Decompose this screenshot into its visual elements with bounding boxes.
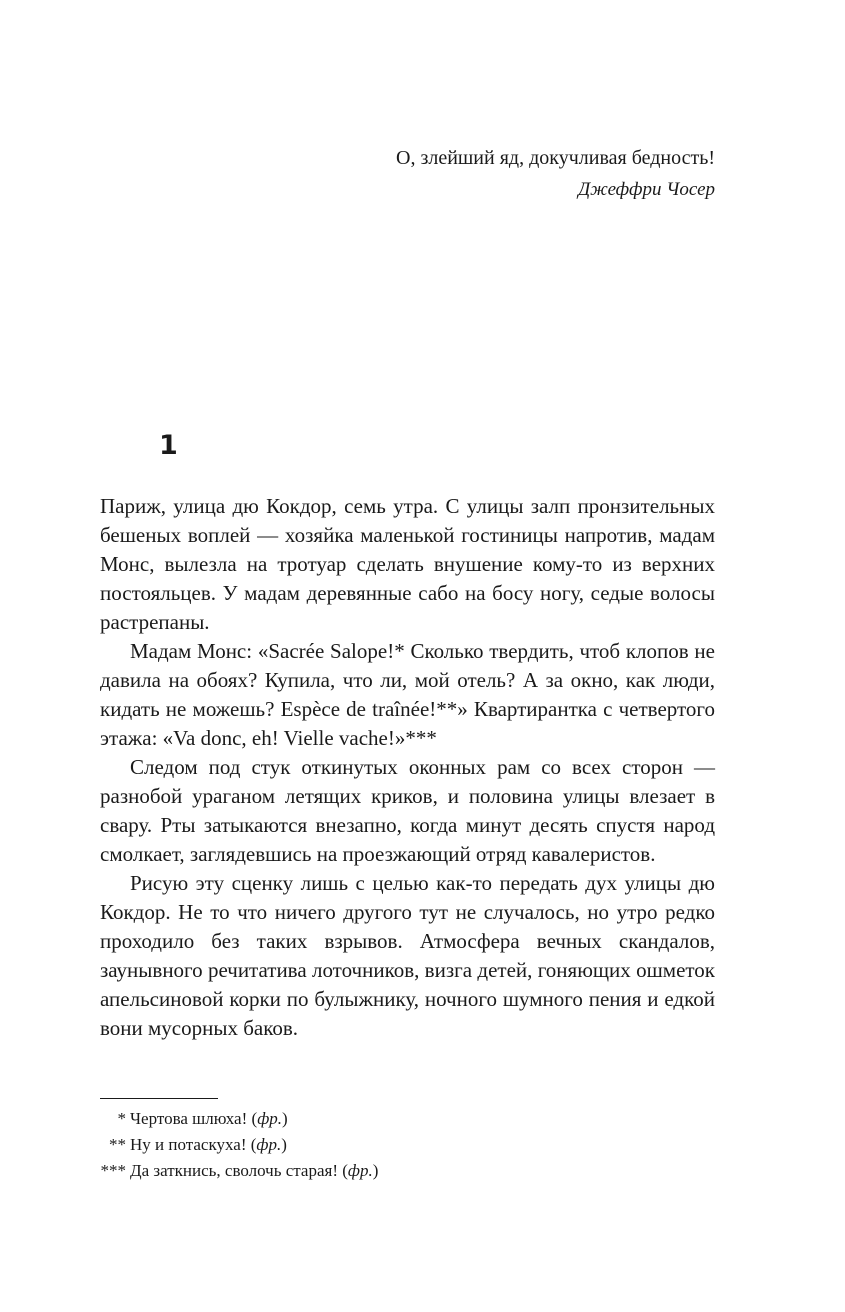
epigraph-quote: О, злейший яд, докучливая бедность! — [396, 147, 715, 169]
footnote-3 — [100, 1158, 378, 1184]
footnote-close: ) — [281, 1135, 287, 1154]
footnote-1 — [100, 1106, 378, 1132]
footnote-close: ) — [372, 1161, 379, 1180]
paragraph-1: Париж, улица дю Кокдор, семь утра. С улицы залп пронзительных бешеных воплей — хозяйка маленькой гостиницы напротив, мадам Монс, вылезла на тротуар сделать внушение кому-то из верхних постояльцев. У мадам деревянные сабо на босу ногу, седые волосы растрепаны. — [100, 494, 715, 634]
footnote-mark: ** — [109, 1135, 126, 1154]
footnote-language: фр. — [257, 1109, 283, 1128]
footnotes — [100, 1106, 378, 1184]
chapter-number: 1 — [159, 430, 178, 461]
footnote-language: фр. — [256, 1135, 282, 1154]
epigraph-author: Джеффри Чосер — [578, 179, 715, 200]
paragraph-3: Следом под стук откинутых оконных рам со всех сторон — разнобой ураганом летящих криков, и половина улицы влезает в свару. Рты затыкаются внезапно, когда минут десять спустя народ смолкает, заглядевшись на проезжающий отряд кавалеристов. — [100, 755, 715, 866]
chapter-body — [100, 492, 715, 1043]
paragraph-4: Рисую эту сценку лишь с целью как-то передать дух улицы дю Кокдор. Не то что ничего другого тут не случалось, но утро редко проходило без таких взрывов. Атмосфера вечных скандалов, заунывного речитатива лоточников, визга детей, гоняющих ошметок апельсиновой корки по булыжнику, ночного шумного пения и едкой вони мусорных баков. — [100, 871, 715, 1040]
footnote-divider — [100, 1098, 218, 1099]
footnote-text: Ну и потаскуха! ( — [130, 1135, 257, 1154]
footnote-mark: *** — [100, 1161, 126, 1180]
paragraph-2: Мадам Монс: «Sacrée Salope!* Сколько твердить, чтоб клопов не давила на обоях? Купила, что ли, мой отель? А за окно, как люди, кидать не можешь? Espèce de traînée!**» Квартирантка с четвертого этажа: «Va donc, eh! Vielle vache!»*** — [100, 639, 715, 750]
epigraph — [396, 144, 715, 204]
footnote-close: ) — [282, 1109, 288, 1128]
footnote-text: Чертова шлюха! ( — [130, 1109, 258, 1128]
footnote-mark: * — [117, 1109, 126, 1128]
footnote-2 — [100, 1132, 378, 1158]
footnote-text: Да заткнись, сволочь старая! ( — [130, 1161, 348, 1180]
footnote-language: фр. — [347, 1161, 373, 1180]
